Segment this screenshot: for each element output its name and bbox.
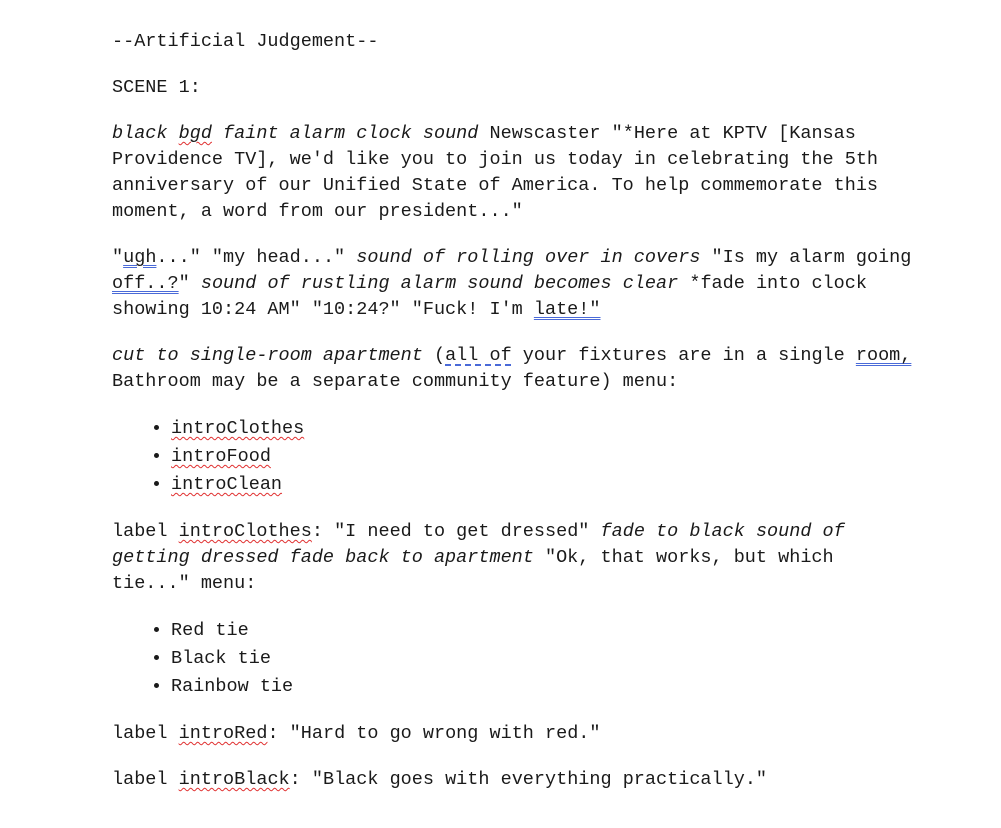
dialogue-text: : "I need to get dressed" xyxy=(311,521,601,542)
dialogue-text: " xyxy=(178,273,201,294)
document-title: --Artificial Judgement-- xyxy=(112,31,379,52)
stage-direction: sound of rolling over in covers xyxy=(356,247,701,268)
list-item xyxy=(171,471,912,499)
list-item xyxy=(171,415,912,443)
stage-direction: cut to single-room apartment xyxy=(112,345,423,366)
spelling-error-label[interactable]: introRed xyxy=(178,723,268,744)
dialogue-text: ..." "my head..." xyxy=(156,247,357,268)
paragraph-newscaster xyxy=(112,121,912,225)
paragraph-intro-clothes xyxy=(112,519,912,597)
body-text: label xyxy=(112,769,179,790)
dialogue-text: *fade into clock showing 10:24 AM" "10:24?" "Fuck! I'm xyxy=(112,273,879,320)
body-text: Bathroom may be a separate community feature) menu: xyxy=(112,345,923,392)
paragraph-intro-red xyxy=(112,721,912,747)
stage-direction: black xyxy=(112,123,179,144)
grammar-flag-off[interactable]: off..? xyxy=(112,273,179,294)
dialogue-text: : "Hard to go wrong with red." xyxy=(267,723,601,744)
spelling-error-label[interactable]: introClothes xyxy=(178,521,312,542)
grammar-flag-late[interactable]: late!" xyxy=(533,299,601,320)
body-text: ( xyxy=(422,345,446,366)
dialogue-text: " xyxy=(112,247,124,268)
menu-list-intro xyxy=(112,415,912,499)
body-text: label xyxy=(112,521,179,542)
list-item: • Rainbow tie xyxy=(171,673,912,701)
body-text: label xyxy=(112,723,179,744)
spelling-error-label[interactable]: introBlack xyxy=(178,769,290,790)
scene-heading: SCENE 1: xyxy=(112,77,201,98)
paragraph-apartment xyxy=(112,343,923,395)
list-item: • Black tie xyxy=(171,645,912,673)
body-text: your fixtures are in a single xyxy=(511,345,856,366)
dialogue-text: "Is my alarm going xyxy=(700,247,923,268)
spelling-error-menu-item[interactable]: introClean xyxy=(171,474,283,495)
stage-direction: fade to black sound of getting dressed fade back to apartment xyxy=(112,521,856,568)
stage-direction: sound of rustling alarm sound becomes clear xyxy=(200,273,679,294)
grammar-flag-room[interactable]: room, xyxy=(855,345,912,366)
spelling-error-menu-item[interactable]: introFood xyxy=(171,446,271,467)
paragraph-wakeup xyxy=(112,245,923,323)
menu-list-ties xyxy=(112,617,912,701)
grammar-flag-all-of[interactable]: all of xyxy=(445,345,512,366)
document-page[interactable] xyxy=(112,29,923,793)
dialogue-text: Newscaster "*Here at KPTV [Kansas Providence TV], we'd like you to join us today in celebrating the 5th anniversary of our Unified State of America. To help commemorate this moment, a word from our president..." xyxy=(112,123,890,222)
stage-direction: faint alarm clock sound xyxy=(211,123,479,144)
spelling-error-menu-item[interactable]: introClothes xyxy=(171,418,305,439)
grammar-flag-ugh[interactable]: ugh xyxy=(123,247,157,268)
list-item: • Red tie xyxy=(171,617,912,645)
spelling-error-bgd[interactable]: bgd xyxy=(178,123,212,144)
dialogue-text: "Ok, that works, but which tie..." menu: xyxy=(112,547,845,594)
paragraph-intro-black xyxy=(112,767,912,793)
dialogue-text: : "Black goes with everything practically." xyxy=(289,769,768,790)
list-item xyxy=(171,443,912,471)
